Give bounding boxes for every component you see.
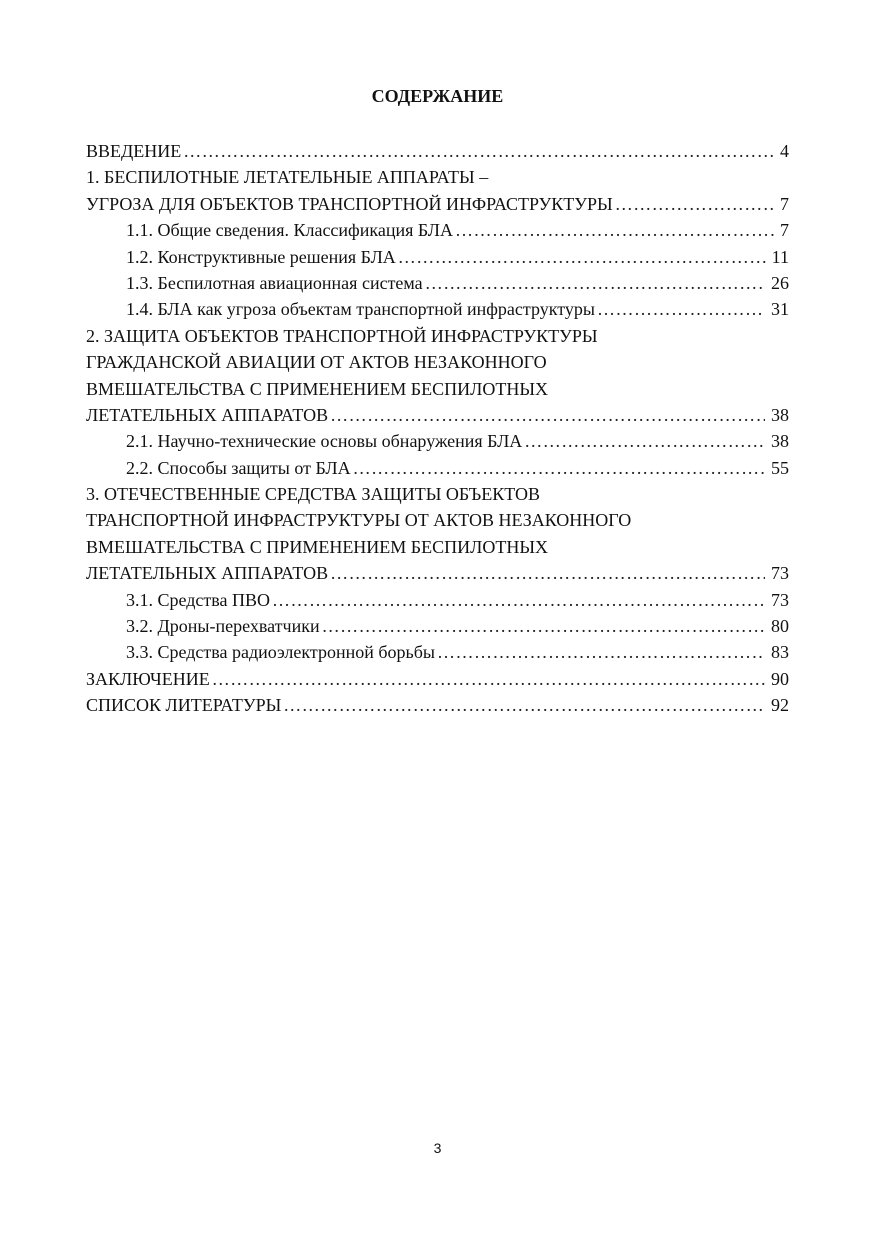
toc-heading-text: ВМЕШАТЕЛЬСТВА С ПРИМЕНЕНИЕМ БЕСПИЛОТНЫХ [86, 536, 549, 557]
page-number: 3 [433, 1140, 442, 1156]
toc-page-number: 7 [780, 193, 789, 214]
toc-page-number: 31 [771, 299, 789, 320]
toc-page-number: 80 [771, 616, 789, 637]
toc-heading-line [86, 376, 789, 402]
dot-leader [283, 692, 765, 718]
toc-page-number: 38 [771, 431, 789, 452]
toc-entry-section-3-2[interactable] [86, 613, 789, 639]
toc-heading-text: ВМЕШАТЕЛЬСТВА С ПРИМЕНЕНИЕМ БЕСПИЛОТНЫХ [86, 378, 549, 399]
dot-leader [272, 587, 765, 613]
toc-entry-section-2-1[interactable] [86, 428, 789, 454]
toc-entry-text: 1.4. БЛА как угроза объектам транспортной инфраструктуры [126, 299, 595, 320]
toc-heading-text: 2. ЗАЩИТА ОБЪЕКТОВ ТРАНСПОРТНОЙ ИНФРАСТРУКТУРЫ [86, 325, 598, 346]
toc-page-number: 83 [771, 642, 789, 663]
toc-entry-section-3-3[interactable] [86, 639, 789, 665]
dot-leader [398, 244, 766, 270]
table-of-contents [86, 138, 789, 719]
toc-entry-text: 1.1. Общие сведения. Классификация БЛА [126, 220, 453, 241]
toc-entry-section-2-2[interactable] [86, 455, 789, 481]
toc-page-number: 90 [771, 668, 789, 689]
dot-leader [524, 428, 765, 454]
toc-heading-text: ГРАЖДАНСКОЙ АВИАЦИИ ОТ АКТОВ НЕЗАКОННОГО [86, 352, 547, 373]
toc-page-number: 11 [771, 246, 789, 267]
toc-entry-introduction[interactable] [86, 138, 789, 164]
toc-entry-text: ЗАКЛЮЧЕНИЕ [86, 668, 210, 689]
toc-entry-text: ЛЕТАТЕЛЬНЫХ АППАРАТОВ [86, 404, 329, 425]
toc-heading-text: ТРАНСПОРТНОЙ ИНФРАСТРУКТУРЫ ОТ АКТОВ НЕЗАКОННОГО [86, 510, 632, 531]
toc-entry-text: СПИСОК ЛИТЕРАТУРЫ [86, 695, 282, 716]
toc-heading-line [86, 349, 789, 375]
toc-page-number: 38 [771, 404, 789, 425]
toc-heading-line [86, 481, 789, 507]
toc-entry-section-1-1[interactable] [86, 217, 789, 243]
toc-heading-line [86, 323, 789, 349]
toc-entry-section-1-3[interactable] [86, 270, 789, 296]
toc-page-number: 73 [771, 589, 789, 610]
toc-entry-conclusion[interactable] [86, 666, 789, 692]
toc-page-number: 7 [780, 220, 789, 241]
toc-page-number: 55 [771, 457, 789, 478]
toc-entry-section-1-2[interactable] [86, 244, 789, 270]
dot-leader [597, 296, 765, 322]
toc-heading-line [86, 164, 789, 190]
toc-heading-text: 1. БЕСПИЛОТНЫЕ ЛЕТАТЕЛЬНЫЕ АППАРАТЫ – [86, 167, 489, 188]
toc-entry-section-1-4[interactable] [86, 296, 789, 322]
dot-leader [425, 270, 765, 296]
toc-entry-text: 3.3. Средства радиоэлектронной борьбы [126, 642, 436, 663]
toc-entry-bibliography[interactable] [86, 692, 789, 718]
page-title: СОДЕРЖАНИЕ [371, 86, 504, 106]
toc-entry-chapter-1[interactable] [86, 191, 789, 217]
dot-leader [322, 613, 765, 639]
toc-entry-text: 2.1. Научно-технические основы обнаружения БЛА [126, 431, 523, 452]
dot-leader [437, 639, 765, 665]
toc-entry-text: УГРОЗА ДЛЯ ОБЪЕКТОВ ТРАНСПОРТНОЙ ИНФРАСТРУКТУРЫ [86, 193, 613, 214]
dot-leader [212, 666, 765, 692]
toc-entry-text: ЛЕТАТЕЛЬНЫХ АППАРАТОВ [86, 563, 329, 584]
dot-leader [455, 217, 774, 243]
dot-leader [183, 138, 774, 164]
toc-entry-text: 3.1. Средства ПВО [126, 589, 271, 610]
toc-heading-line [86, 507, 789, 533]
toc-entry-chapter-2[interactable] [86, 402, 789, 428]
dot-leader [330, 560, 765, 586]
toc-page-number: 26 [771, 272, 789, 293]
toc-heading-text: 3. ОТЕЧЕСТВЕННЫЕ СРЕДСТВА ЗАЩИТЫ ОБЪЕКТОВ [86, 484, 541, 505]
dot-leader [615, 191, 774, 217]
toc-page-number: 4 [780, 141, 789, 161]
toc-entry-text: 1.3. Беспилотная авиационная система [126, 272, 423, 293]
toc-entry-text: ВВЕДЕНИЕ [86, 141, 182, 161]
toc-entry-section-3-1[interactable] [86, 587, 789, 613]
toc-heading-line [86, 534, 789, 560]
toc-entry-text: 2.2. Способы защиты от БЛА [126, 457, 351, 478]
toc-page-number: 92 [771, 695, 789, 716]
toc-entry-text: 1.2. Конструктивные решения БЛА [126, 246, 396, 267]
dot-leader [353, 455, 765, 481]
toc-page-number: 73 [771, 563, 789, 584]
dot-leader [330, 402, 765, 428]
toc-entry-text: 3.2. Дроны-перехватчики [126, 616, 320, 637]
toc-entry-chapter-3[interactable] [86, 560, 789, 586]
